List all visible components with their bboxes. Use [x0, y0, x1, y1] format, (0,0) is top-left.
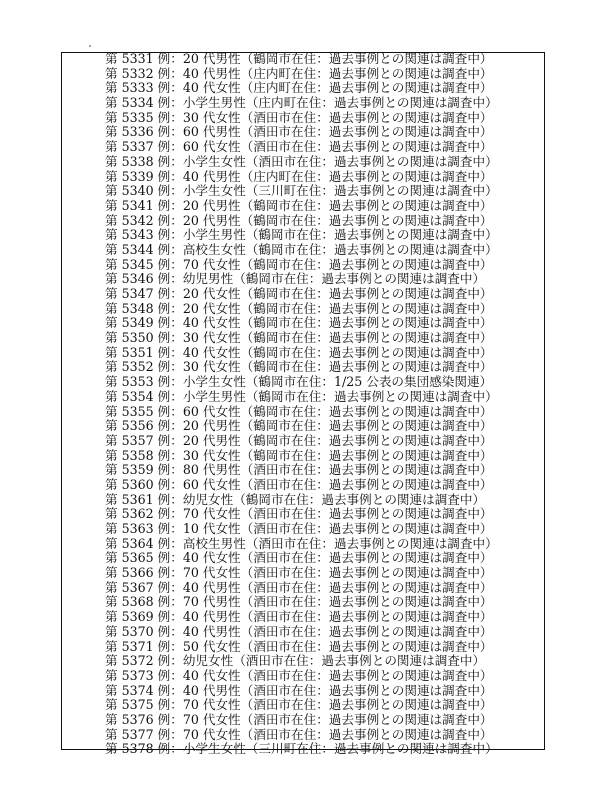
case-entry: 第 5367 例：40 代男性（酒田市在住：過去事例との関連は調査中）	[105, 580, 493, 595]
case-entry: 第 5341 例：20 代男性（鶴岡市在住：過去事例との関連は調査中）	[105, 198, 493, 213]
case-entry: 第 5342 例：20 代男性（鶴岡市在住：過去事例との関連は調査中）	[105, 213, 493, 228]
case-entry: 第 5356 例：20 代男性（鶴岡市在住：過去事例との関連は調査中）	[105, 419, 493, 434]
case-entry: 第 5347 例：20 代女性（鶴岡市在住：過去事例との関連は調査中）	[105, 287, 493, 301]
case-entry: 第 5368 例：70 代男性（酒田市在住：過去事例との関連は調査中）	[105, 595, 493, 610]
case-entry: 第 5334 例：小学生男性（庄内町在住：過去事例との関連は調査中）	[105, 96, 498, 111]
case-entry: 第 5335 例：30 代女性（酒田市在住：過去事例との関連は調査中）	[105, 110, 493, 125]
case-entry: 第 5372 例：幼児女性（酒田市在住：過去事例との関連は調査中）	[105, 654, 486, 669]
case-entry: 第 5377 例：70 代女性（酒田市在住：過去事例との関連は調査中）	[105, 727, 493, 742]
case-entry: 第 5364 例：高校生男性（酒田市在住：過去事例との関連は調査中）	[105, 536, 498, 551]
case-entry: 第 5361 例：幼児女性（鶴岡市在住：過去事例との関連は調査中）	[105, 492, 486, 507]
case-entry: 第 5339 例：40 代男性（庄内町在住：過去事例との関連は調査中）	[105, 169, 493, 184]
case-entry: 第 5358 例：30 代女性（鶴岡市在住：過去事例との関連は調査中）	[105, 448, 493, 463]
case-entry: 第 5355 例：60 代女性（鶴岡市在住：過去事例との関連は調査中）	[105, 404, 493, 419]
case-entry: 第 5362 例：70 代女性（酒田市在住：過去事例との関連は調査中）	[105, 507, 493, 522]
case-list	[105, 52, 541, 757]
case-entry: 第 5359 例：80 代男性（酒田市在住：過去事例との関連は調査中）	[105, 463, 493, 478]
case-entry: 第 5351 例：40 代女性（鶴岡市在住：過去事例との関連は調査中）	[105, 345, 493, 360]
case-entry: 第 5352 例：30 代女性（鶴岡市在住：過去事例との関連は調査中）	[105, 360, 493, 375]
case-entry: 第 5340 例：小学生女性（三川町在住：過去事例との関連は調査中）	[105, 184, 498, 199]
case-entry: 第 5373 例：40 代女性（酒田市在住：過去事例との関連は調査中）	[105, 668, 493, 683]
case-entry: 第 5348 例：20 代女性（鶴岡市在住：過去事例との関連は調査中）	[105, 301, 493, 316]
case-entry: 第 5345 例：70 代女性（鶴岡市在住：過去事例との関連は調査中）	[105, 257, 493, 272]
scan-speck	[89, 45, 91, 47]
case-entry: 第 5349 例：40 代女性（鶴岡市在住：過去事例との関連は調査中）	[105, 316, 493, 331]
case-entry: 第 5338 例：小学生女性（酒田市在住：過去事例との関連は調査中）	[105, 154, 498, 169]
case-entry: 第 5376 例：70 代女性（酒田市在住：過去事例との関連は調査中）	[105, 712, 493, 727]
case-entry: 第 5350 例：30 代女性（鶴岡市在住：過去事例との関連は調査中）	[105, 331, 493, 346]
case-entry: 第 5331 例：20 代男性（鶴岡市在住：過去事例との関連は調査中）	[105, 52, 493, 66]
case-entry: 第 5370 例：40 代男性（酒田市在住：過去事例との関連は調査中）	[105, 624, 493, 639]
case-entry: 第 5333 例：40 代女性（庄内町在住：過去事例との関連は調査中）	[105, 81, 493, 96]
case-entry: 第 5332 例：40 代男性（庄内町在住：過去事例との関連は調査中）	[105, 66, 493, 81]
case-entry: 第 5374 例：40 代男性（酒田市在住：過去事例との関連は調査中）	[105, 683, 493, 698]
case-entry: 第 5357 例：20 代男性（鶴岡市在住：過去事例との関連は調査中）	[105, 433, 493, 448]
case-entry: 第 5378 例：小学生女性（三川町在住：過去事例との関連は調査中）	[105, 742, 498, 757]
case-entry: 第 5353 例：小学生女性（鶴岡市在住：1/25 公表の集団感染関連）	[105, 375, 493, 390]
case-entry: 第 5343 例：小学生男性（鶴岡市在住：過去事例との関連は調査中）	[105, 228, 498, 243]
case-entry: 第 5344 例：高校生女性（鶴岡市在住：過去事例との関連は調査中）	[105, 242, 498, 257]
case-entry: 第 5337 例：60 代女性（酒田市在住：過去事例との関連は調査中）	[105, 140, 493, 155]
case-entry: 第 5375 例：70 代女性（酒田市在住：過去事例との関連は調査中）	[105, 698, 493, 713]
case-entry: 第 5346 例：幼児男性（鶴岡市在住：過去事例との関連は調査中）	[105, 272, 486, 287]
case-entry: 第 5363 例：10 代女性（酒田市在住：過去事例との関連は調査中）	[105, 522, 493, 536]
case-entry: 第 5354 例：小学生男性（鶴岡市在住：過去事例との関連は調査中）	[105, 389, 498, 404]
case-entry: 第 5369 例：40 代男性（酒田市在住：過去事例との関連は調査中）	[105, 610, 493, 625]
case-entry: 第 5360 例：60 代女性（酒田市在住：過去事例との関連は調査中）	[105, 477, 493, 492]
case-entry: 第 5366 例：70 代女性（酒田市在住：過去事例との関連は調査中）	[105, 566, 493, 581]
case-entry: 第 5365 例：40 代女性（酒田市在住：過去事例との関連は調査中）	[105, 551, 493, 566]
case-entry: 第 5336 例：60 代男性（酒田市在住：過去事例との関連は調査中）	[105, 125, 493, 140]
case-entry: 第 5371 例：50 代女性（酒田市在住：過去事例との関連は調査中）	[105, 639, 493, 654]
